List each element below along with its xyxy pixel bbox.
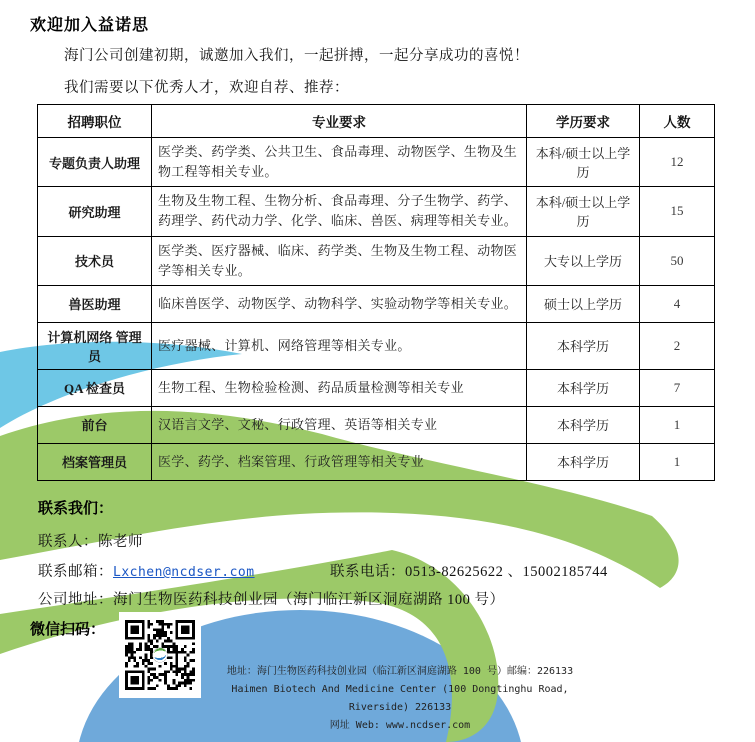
jobs-table-body: [38, 138, 715, 481]
job-count-cell: 4: [640, 285, 715, 322]
page-title: 欢迎加入益诺思: [30, 17, 150, 34]
job-count-cell: 2: [640, 322, 715, 369]
contact-email-link[interactable]: Lxchen@ncdser.com: [113, 565, 255, 580]
contact-person-label: 联系人：: [38, 534, 98, 550]
job-major-cell: 生物及生物工程、生物分析、食品毒理、分子生物学、药学、药理学、药代动力学、化学、临床、兽医、病理等相关专业。: [152, 187, 527, 236]
footer-address-cn: 地址：海门生物医药科技创业园（临江新区洞庭湖路 100 号）邮编：226133: [226, 666, 574, 677]
contact-person-value: 陈老师: [98, 534, 143, 550]
job-position-cell: 技术员: [38, 236, 152, 285]
contact-heading: 联系我们：: [38, 500, 114, 517]
job-count-cell: 7: [640, 369, 715, 406]
intro-line-2: 我们需要以下优秀人才，欢迎自荐、推荐：: [64, 80, 349, 96]
job-row: [38, 236, 715, 285]
job-row: [38, 285, 715, 322]
job-count-cell: 1: [640, 406, 715, 443]
footer-block: [200, 663, 600, 735]
job-row: [38, 187, 715, 236]
contact-address-value: 海门生物医药科技创业园（海门临江新区洞庭湖路 100 号）: [113, 592, 505, 608]
job-count-cell: 15: [640, 187, 715, 236]
job-education-cell: 本科/硕士以上学历: [527, 187, 640, 236]
job-position-cell: 前台: [38, 406, 152, 443]
job-education-cell: 硕士以上学历: [527, 285, 640, 322]
job-education-cell: 本科学历: [527, 369, 640, 406]
job-count-cell: 1: [640, 443, 715, 480]
job-position-cell: 档案管理员: [38, 443, 152, 480]
footer-website: 网址 Web: www.ncdser.com: [329, 720, 471, 731]
contact-address-line: [38, 588, 505, 609]
job-major-cell: 汉语言文学、文秘、行政管理、英语等相关专业: [152, 406, 527, 443]
header-major: 专业要求: [152, 105, 527, 138]
contact-email-label: 联系邮箱：: [38, 564, 113, 580]
job-row: [38, 322, 715, 369]
job-position-cell: QA 检查员: [38, 369, 152, 406]
contact-person-line: [38, 530, 143, 551]
qr-code-image: [125, 620, 195, 690]
job-position-cell: 兽医助理: [38, 285, 152, 322]
jobs-table: [37, 104, 715, 481]
job-major-cell: 临床兽医学、动物医学、动物科学、实验动物学等相关专业。: [152, 285, 527, 322]
job-count-cell: 12: [640, 138, 715, 187]
contact-phone-label: 联系电话：: [330, 564, 405, 580]
contact-phone-value: 0513-82625622 、15002185744: [405, 564, 608, 580]
job-row: [38, 369, 715, 406]
header-position: 招聘职位: [38, 105, 152, 138]
footer-address-en: Haimen Biotech And Medicine Center (100 Dongtinghu Road, Riverside) 226133: [231, 684, 569, 713]
wechat-qr-code: [119, 612, 201, 698]
job-major-cell: 生物工程、生物检验检测、药品质量检测等相关专业: [152, 369, 527, 406]
intro-line-1: 海门公司创建初期，诚邀加入我们，一起拼搏，一起分享成功的喜悦！: [64, 48, 529, 64]
job-position-cell: 专题负责人助理: [38, 138, 152, 187]
job-education-cell: 大专以上学历: [527, 236, 640, 285]
job-row: [38, 406, 715, 443]
job-position-cell: 研究助理: [38, 187, 152, 236]
jobs-table-header-row: [38, 105, 715, 138]
job-major-cell: 医疗器械、计算机、网络管理等相关专业。: [152, 322, 527, 369]
job-position-cell: 计算机网络 管理员: [38, 322, 152, 369]
contact-address-label: 公司地址：: [38, 592, 113, 608]
job-major-cell: 医学、药学、档案管理、行政管理等相关专业: [152, 443, 527, 480]
header-education: 学历要求: [527, 105, 640, 138]
job-count-cell: 50: [640, 236, 715, 285]
job-row: [38, 138, 715, 187]
header-count: 人数: [640, 105, 715, 138]
job-major-cell: 医学类、药学类、公共卫生、食品毒理、动物医学、生物及生物工程等相关专业。: [152, 138, 527, 187]
job-major-cell: 医学类、医疗器械、临床、药学类、生物及生物工程、动物医学等相关专业。: [152, 236, 527, 285]
contact-email-line: [38, 560, 678, 581]
job-education-cell: 本科/硕士以上学历: [527, 138, 640, 187]
job-row: [38, 443, 715, 480]
contact-phone-block: [330, 560, 608, 581]
job-education-cell: 本科学历: [527, 443, 640, 480]
job-education-cell: 本科学历: [527, 322, 640, 369]
job-education-cell: 本科学历: [527, 406, 640, 443]
wechat-scan-label: 微信扫码：: [30, 621, 106, 638]
